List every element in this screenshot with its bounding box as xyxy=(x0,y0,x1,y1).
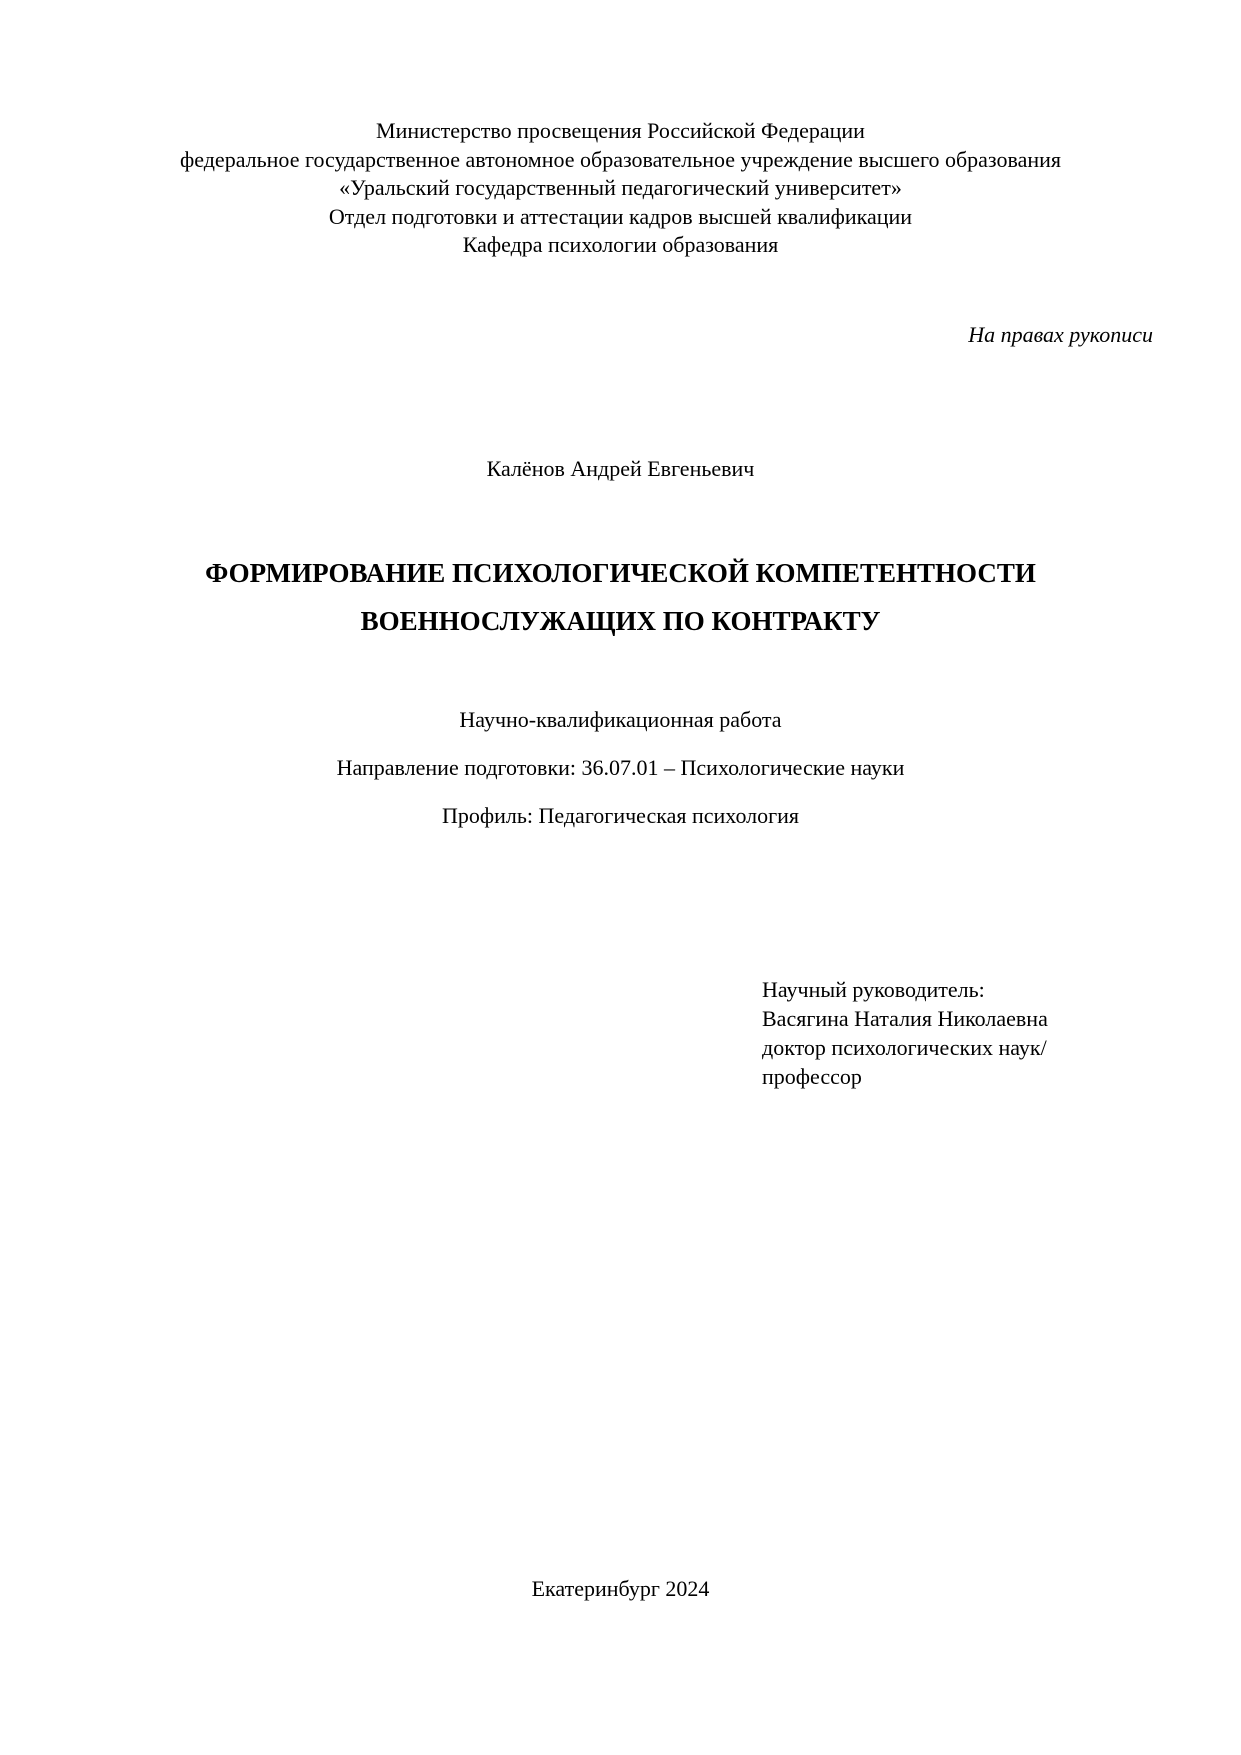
author-name: Калёнов Андрей Евгеньевич xyxy=(486,456,755,481)
study-profile: Профиль: Педагогическая психология xyxy=(441,803,800,828)
document-title xyxy=(0,549,1241,645)
city-year: Екатеринбург 2024 xyxy=(531,1576,710,1601)
title-line-2: ВОЕННОСЛУЖАЩИХ ПО КОНТРАКТУ xyxy=(360,606,881,636)
title-line-1: ФОРМИРОВАНИЕ ПСИХОЛОГИЧЕСКОЙ КОМПЕТЕНТНОСТИ xyxy=(205,558,1036,588)
chair-line: Кафедра психологии образования xyxy=(462,232,779,257)
work-meta xyxy=(0,696,1241,840)
study-direction: Направление подготовки: 36.07.01 – Психологические науки xyxy=(336,755,905,780)
supervisor-name: Васягина Наталия Николаевна xyxy=(762,1006,1048,1031)
supervisor-degree: доктор психологических наук/ xyxy=(762,1035,1047,1060)
institution-header xyxy=(0,117,1241,260)
university-name-line: «Уральский государственный педагогический университет» xyxy=(339,175,902,200)
ministry-line: Министерство просвещения Российской Федерации xyxy=(376,118,865,143)
work-type: Научно-квалификационная работа xyxy=(459,707,782,732)
manuscript-note: На правах рукописи xyxy=(968,322,1153,347)
supervisor-label: Научный руководитель: xyxy=(762,977,985,1002)
department-line: Отдел подготовки и аттестации кадров высшей квалификации xyxy=(328,203,913,229)
institution-type-line: федеральное государственное автономное образовательное учреждение высшего образования xyxy=(180,146,1061,172)
supervisor-rank: профессор xyxy=(762,1064,862,1089)
supervisor-info xyxy=(762,975,1048,1091)
